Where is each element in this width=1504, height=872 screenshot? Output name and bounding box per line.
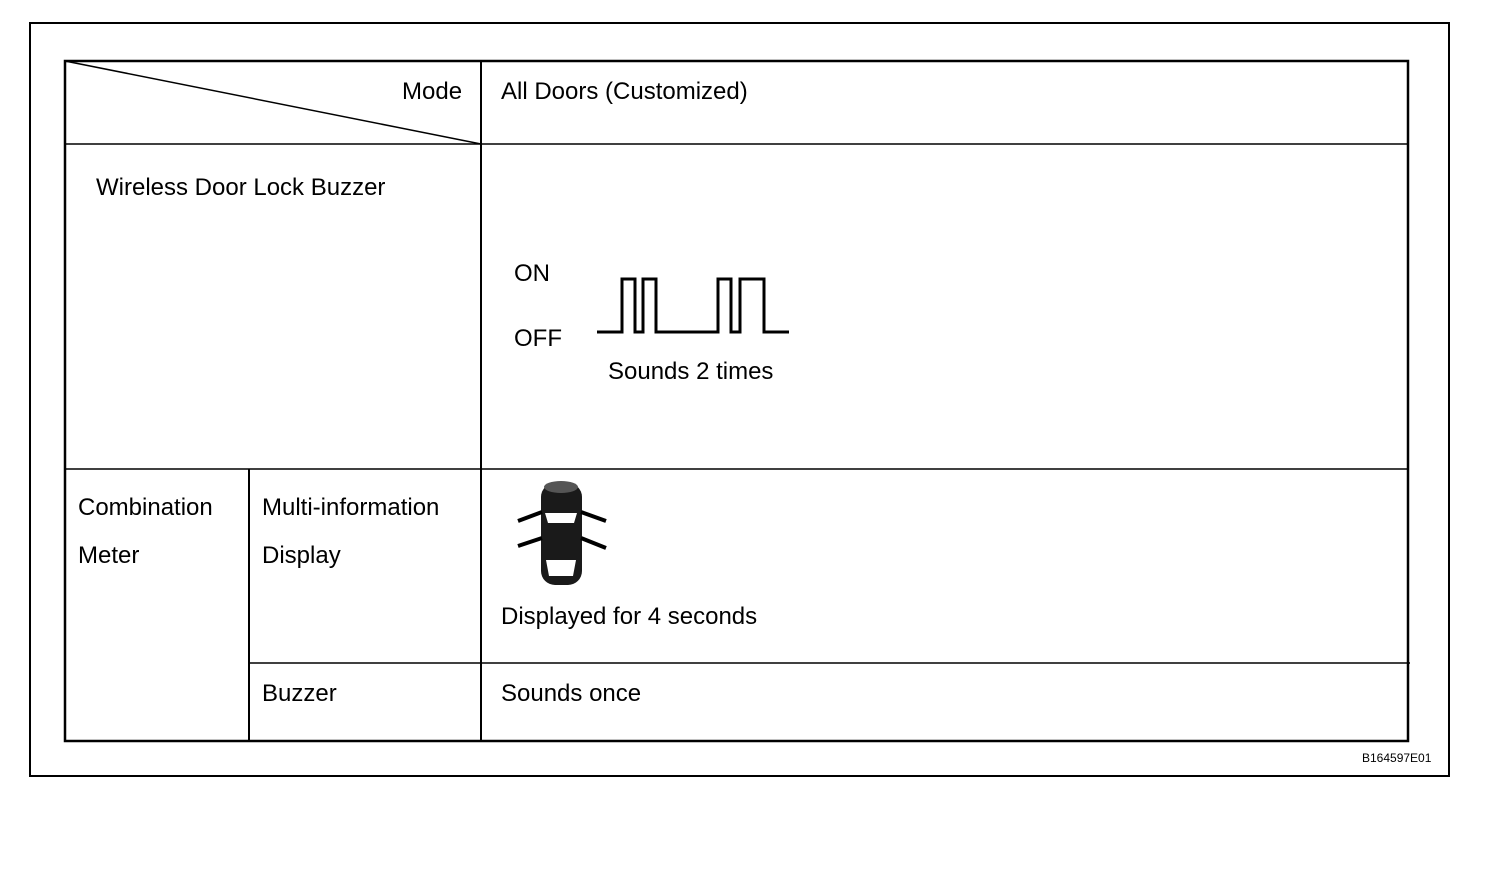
multi-info-display-label-line2: Display — [262, 542, 341, 569]
signal-on-label: ON — [514, 260, 550, 287]
meter-buzzer-label: Buzzer — [262, 680, 337, 707]
mode-header-label: Mode — [402, 78, 463, 105]
wireless-buzzer-label: Wireless Door Lock Buzzer — [96, 174, 386, 201]
multi-info-display-label-line1: Multi-information — [262, 494, 440, 521]
table-border — [65, 61, 1408, 741]
figure-code: B164597E01 — [1362, 751, 1432, 765]
meter-buzzer-value: Sounds once — [501, 680, 642, 707]
display-caption: Displayed for 4 seconds — [501, 603, 758, 630]
car-doors-open-icon — [518, 481, 606, 585]
combination-meter-label-line2: Meter — [78, 542, 140, 569]
signal-off-label: OFF — [514, 325, 562, 352]
buzzer-caption: Sounds 2 times — [608, 358, 774, 385]
combination-meter-label-line1: Combination — [78, 494, 213, 521]
buzzer-pulse-waveform — [597, 279, 789, 332]
mode-value: All Doors (Customized) — [501, 78, 748, 105]
